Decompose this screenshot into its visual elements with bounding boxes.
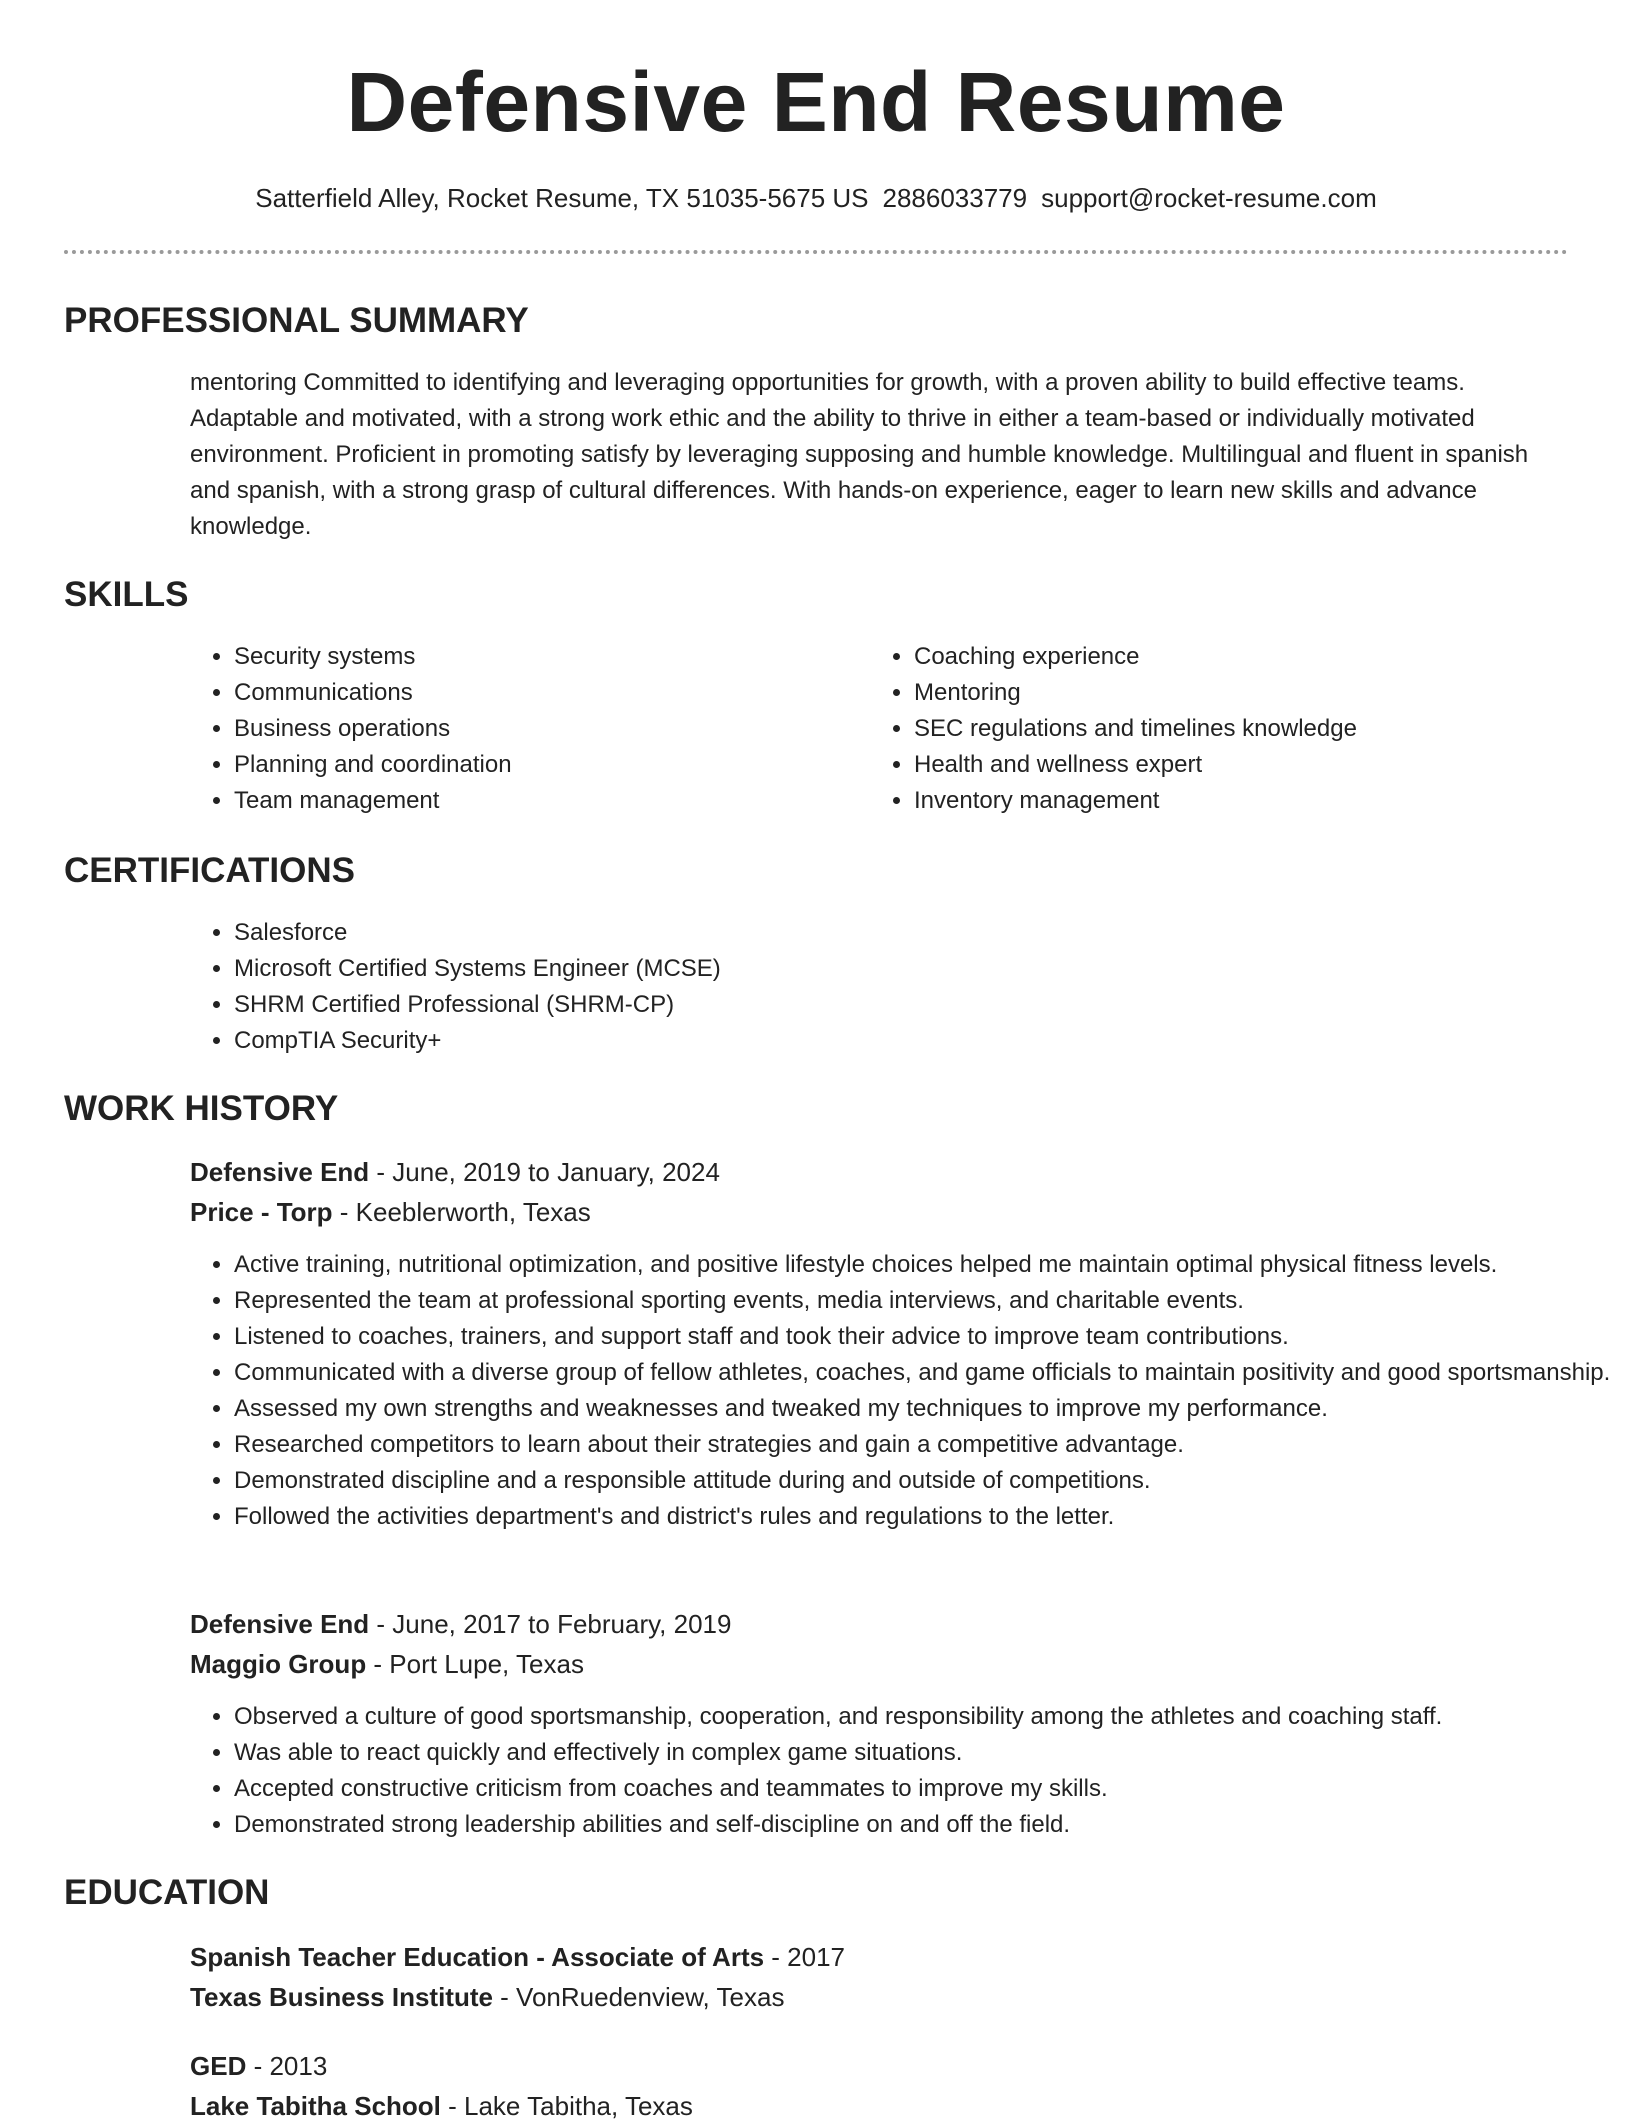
job-bullet: • Was able to react quickly and effectively in complex game situations. xyxy=(234,1735,1624,1771)
job-title-line xyxy=(190,1604,731,1644)
work-history-heading: WORK HISTORY xyxy=(64,1089,339,1128)
job-location: - Keeblerworth, Texas xyxy=(332,1197,591,1227)
summary-heading: PROFESSIONAL SUMMARY xyxy=(64,301,529,340)
education-degree-line xyxy=(190,1937,845,1977)
header-divider xyxy=(64,250,1568,254)
education-degree: GED xyxy=(190,2051,247,2081)
job-bullet: • Demonstrated strong leadership abilities and self-discipline on and off the field. xyxy=(234,1807,1624,1843)
skill-item: • Planning and coordination xyxy=(234,747,834,783)
job-bullets xyxy=(190,1699,1624,1843)
skill-item: • Security systems xyxy=(234,639,834,675)
education-year: - 2017 xyxy=(764,1942,846,1972)
resume-title: Defensive End Resume xyxy=(346,55,1286,149)
skill-item: • Team management xyxy=(234,783,834,819)
contact-line xyxy=(64,178,1568,218)
skill-item: • Coaching experience xyxy=(914,639,1594,675)
job-bullet: • Listened to coaches, trainers, and support staff and took their advice to improve team contributions. xyxy=(234,1319,1624,1355)
education-year: - 2013 xyxy=(246,2051,328,2081)
job-bullet: • Active training, nutritional optimization, and positive lifestyle choices helped me maintain optimal physical fitness levels. xyxy=(234,1247,1624,1283)
job-title: Defensive End xyxy=(190,1157,370,1187)
skill-item: • Business operations xyxy=(234,711,834,747)
education-location: - Lake Tabitha, Texas xyxy=(440,2091,693,2121)
education-location: - VonRuedenview, Texas xyxy=(492,1982,785,2012)
skill-item: • Inventory management xyxy=(914,783,1594,819)
job-location: - Port Lupe, Texas xyxy=(366,1649,584,1679)
job-company: Maggio Group xyxy=(190,1649,367,1679)
contact-email: support@rocket-resume.com xyxy=(1041,183,1377,213)
job-title: Defensive End xyxy=(190,1609,370,1639)
certification-item: • Microsoft Certified Systems Engineer (MCSE) xyxy=(234,951,1534,987)
job-bullet: • Accepted constructive criticism from coaches and teammates to improve my skills. xyxy=(234,1771,1624,1807)
education-school: Lake Tabitha School xyxy=(190,2091,441,2121)
job-bullet: • Assessed my own strengths and weaknesses and tweaked my techniques to improve my performance. xyxy=(234,1391,1624,1427)
job-dates: - June, 2019 to January, 2024 xyxy=(369,1157,720,1187)
job-title-line xyxy=(190,1152,720,1192)
skill-item: • Communications xyxy=(234,675,834,711)
certification-item: • SHRM Certified Professional (SHRM-CP) xyxy=(234,987,1534,1023)
job-bullet: • Observed a culture of good sportsmanship, cooperation, and responsibility among the athletes and coaching staff. xyxy=(234,1699,1624,1735)
job-company-line xyxy=(190,1192,591,1232)
certification-item: • CompTIA Security+ xyxy=(234,1023,1534,1059)
skills-list-left xyxy=(190,639,834,819)
skill-item: • Health and wellness expert xyxy=(914,747,1594,783)
job-dates: - June, 2017 to February, 2019 xyxy=(369,1609,732,1639)
contact-phone: 2886033779 xyxy=(882,183,1028,213)
certification-item: • Salesforce xyxy=(234,915,1534,951)
education-degree-line xyxy=(190,2046,327,2086)
certifications-list xyxy=(190,915,1534,1059)
certifications-heading: CERTIFICATIONS xyxy=(64,851,356,890)
education-degree: Spanish Teacher Education - Associate of Arts xyxy=(190,1942,765,1972)
education-school-line xyxy=(190,1977,784,2017)
skill-item: • Mentoring xyxy=(914,675,1594,711)
skills-list-right xyxy=(870,639,1594,819)
job-bullet: • Followed the activities department's and district's rules and regulations to the letter. xyxy=(234,1499,1624,1535)
summary-text: mentoring Committed to identifying and leveraging opportunities for growth, with a proven ability to build effective teams. Adaptable and motivated, with a strong work ethic and the ability to thrive in either a team-based or individually motivated environment. Proficient in promoting satisfy by leveraging supposing and humble knowledge. Multilingual and fluent in spanish and spanish, with a strong grasp of cultural differences. With hands-on experience, eager to learn new skills and advance knowledge. xyxy=(190,369,1529,540)
job-bullet: • Researched competitors to learn about their strategies and gain a competitive advantage. xyxy=(234,1427,1624,1463)
skill-item: • SEC regulations and timelines knowledge xyxy=(914,711,1594,747)
education-heading: EDUCATION xyxy=(64,1873,270,1912)
contact-address: Satterfield Alley, Rocket Resume, TX 51035-5675 US xyxy=(255,183,869,213)
job-bullets xyxy=(190,1247,1624,1535)
education-school: Texas Business Institute xyxy=(190,1982,493,2012)
job-bullet: • Demonstrated discipline and a responsible attitude during and outside of competitions. xyxy=(234,1463,1624,1499)
job-company: Price - Torp xyxy=(190,1197,333,1227)
job-bullet: • Communicated with a diverse group of fellow athletes, coaches, and game officials to maintain positivity and good sportsmanship. xyxy=(234,1355,1624,1391)
job-company-line xyxy=(190,1644,584,1684)
skills-heading: SKILLS xyxy=(64,575,189,614)
job-bullet: • Represented the team at professional sporting events, media interviews, and charitable events. xyxy=(234,1283,1624,1319)
education-school-line xyxy=(190,2086,693,2126)
